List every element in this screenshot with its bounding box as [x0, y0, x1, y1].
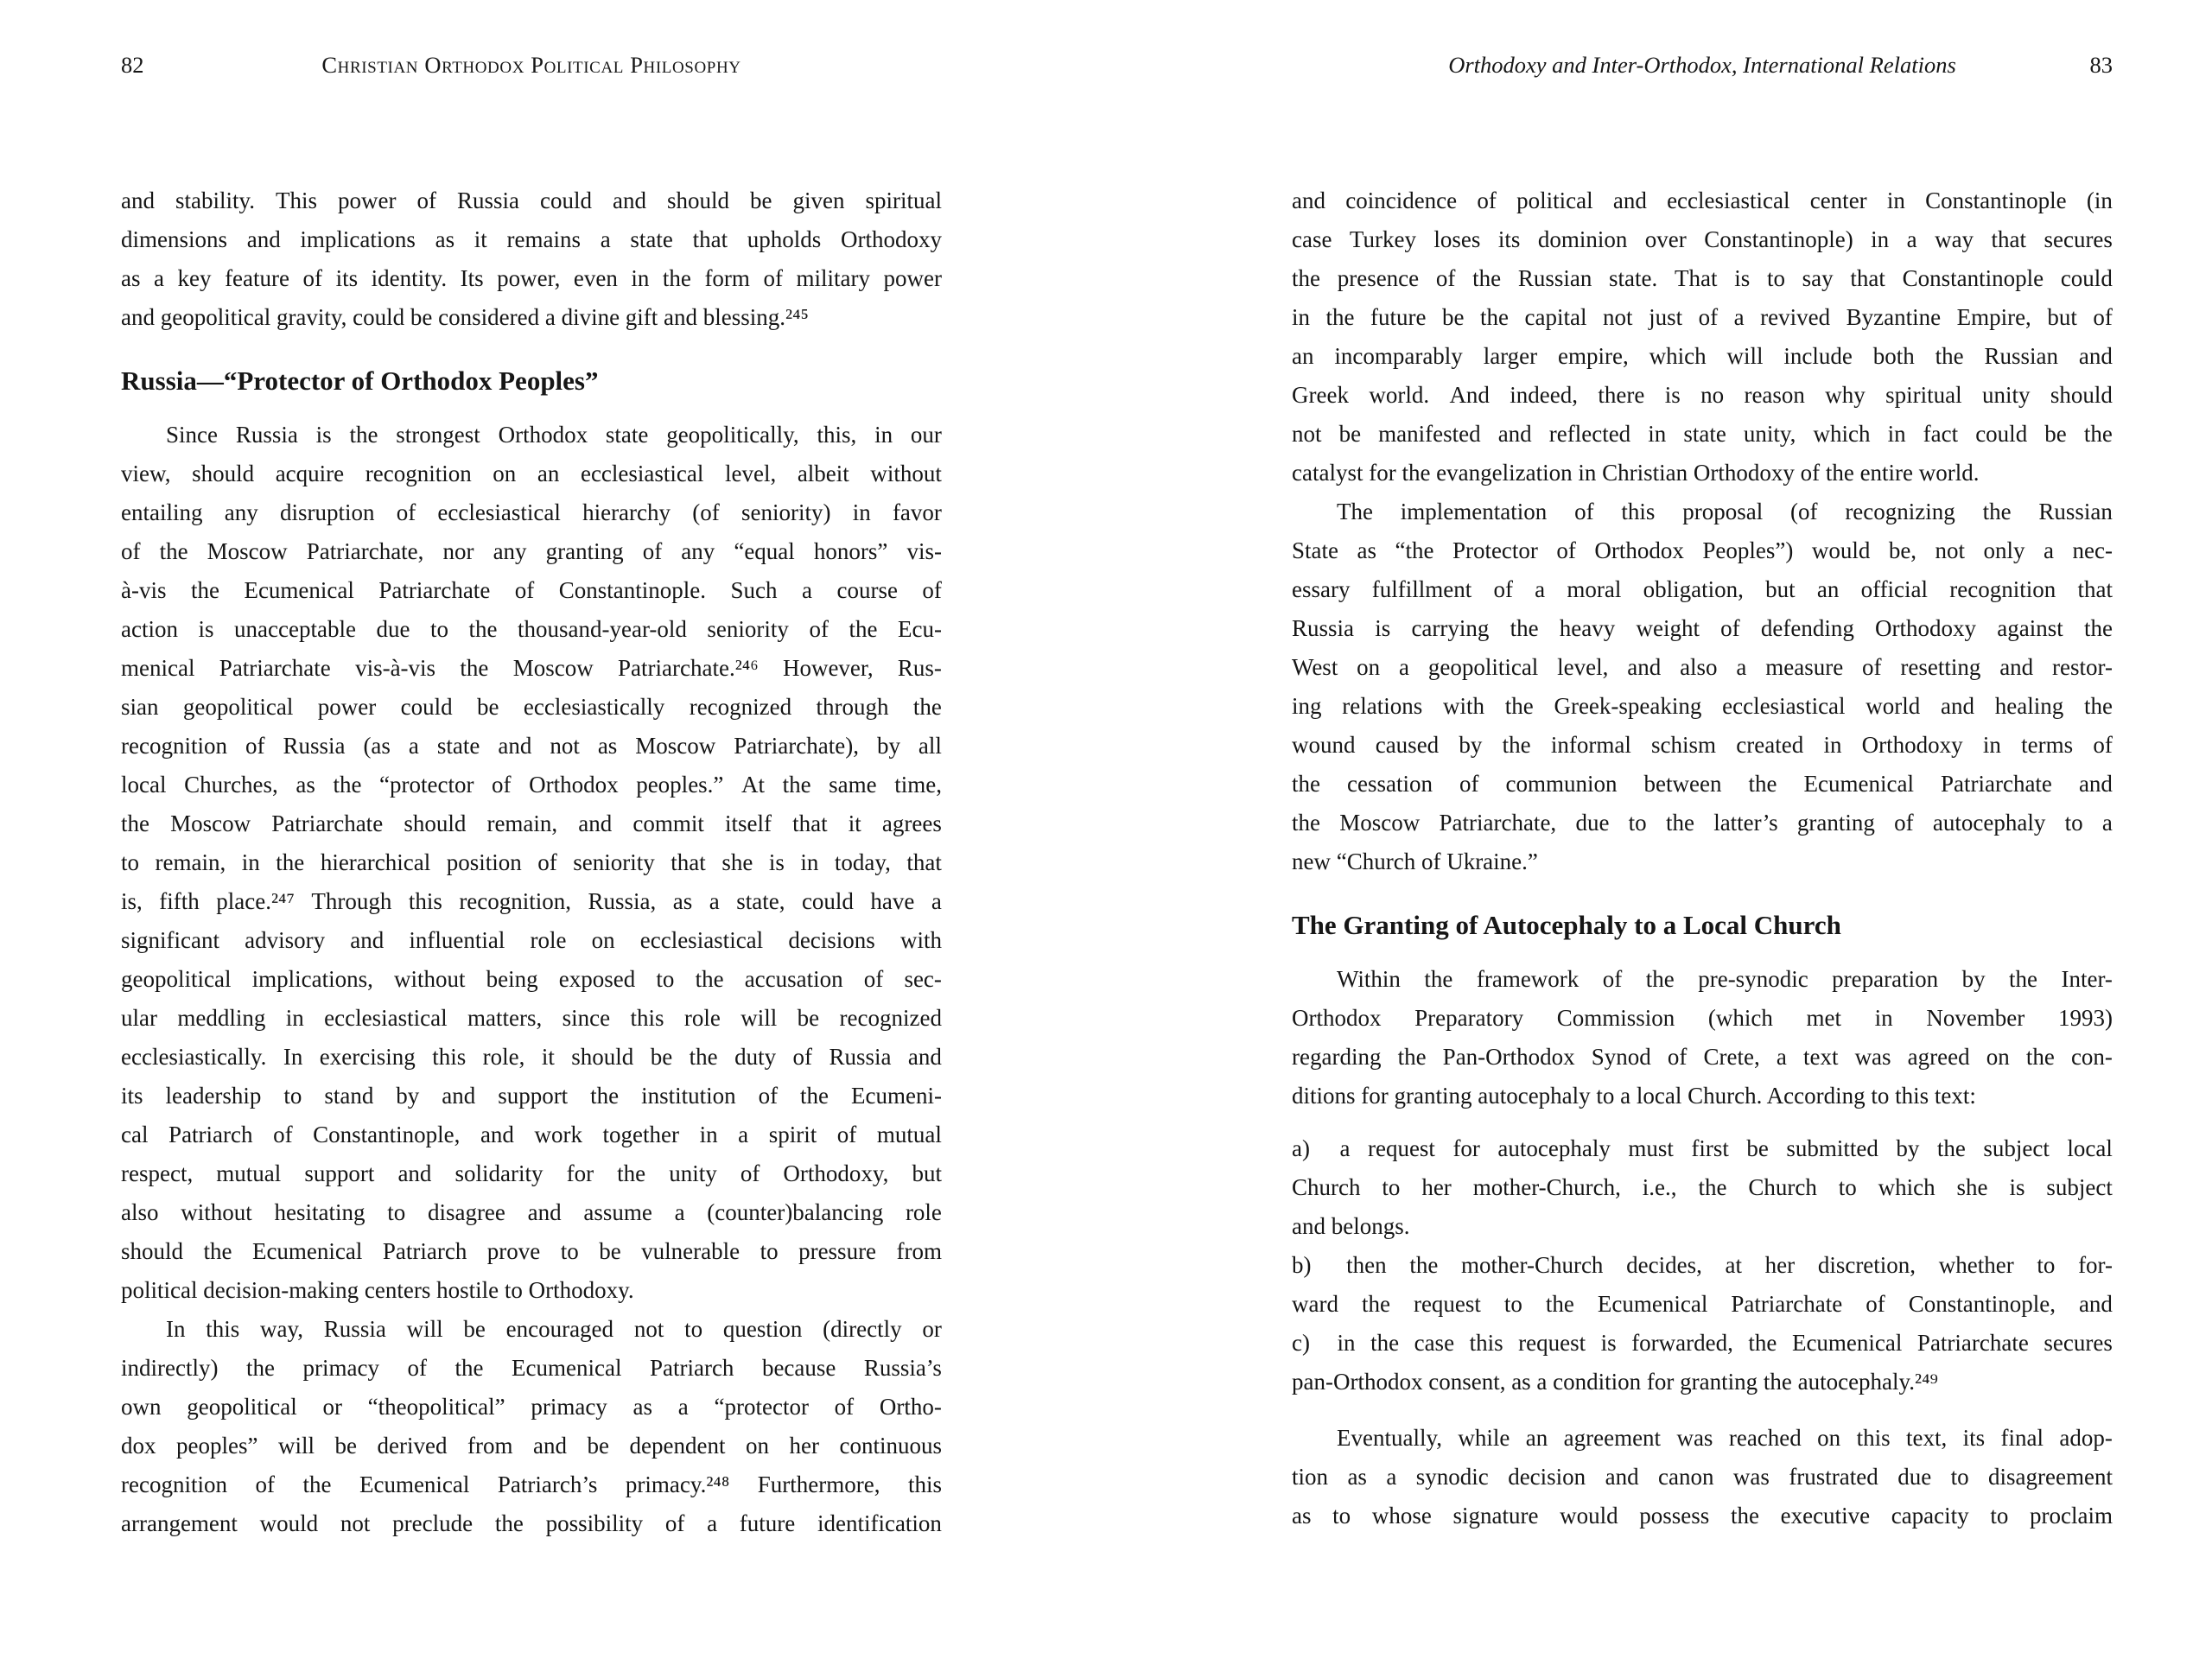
text-line: dox peoples” will be derived from and be dependent on her continuous — [121, 1433, 942, 1459]
text-line: in the future be the capital not just of a revived Byzantine Empire, but of — [1292, 304, 2113, 330]
running-head-left — [121, 50, 942, 79]
page-83 — [1292, 0, 2113, 1659]
text-line: own geopolitical or “theopolitical” primacy as a “protector of Ortho- — [121, 1394, 942, 1420]
text-line: geopolitical implications, without being exposed to the accusation of sec- — [121, 966, 942, 992]
text-line: sian geopolitical power could be ecclesiastically recognized through the — [121, 694, 942, 720]
text-line: also without hesitating to disagree and assume a (counter)balancing role — [121, 1199, 942, 1225]
section-heading: Russia—“Protector of Orthodox Peoples” — [121, 365, 599, 396]
list-item-a — [1292, 1129, 2113, 1246]
text-line: should the Ecumenical Patriarch prove to be vulnerable to pressure from — [121, 1238, 942, 1264]
text-line: political decision-making centers hostile to Orthodoxy. — [121, 1277, 634, 1303]
section-heading: The Granting of Autocephaly to a Local Church — [1292, 910, 1841, 940]
page-body-right — [1292, 181, 2113, 1535]
text-line: Orthodox Preparatory Commission (which met in November 1993) — [1292, 1005, 2113, 1031]
text-line: wound caused by the informal schism created in Orthodoxy in terms of — [1292, 732, 2113, 758]
text-line: ditions for granting autocephaly to a local Church. According to this text: — [1292, 1083, 1976, 1109]
list-item-c — [1292, 1324, 2113, 1402]
text-line: the Moscow Patriarchate should remain, and commit itself that it agrees — [121, 810, 942, 836]
list-label: a) — [1292, 1135, 1310, 1161]
text-line: and geopolitical gravity, could be considered a divine gift and blessing.²⁴⁵ — [121, 304, 809, 330]
text-line: new “Church of Ukraine.” — [1292, 849, 1538, 874]
text-line: and belongs. — [1292, 1213, 1410, 1239]
text-line: c) in the case this request is forwarded, the Ecumenical Patriarchate secures — [1292, 1324, 2113, 1363]
text-line: ward the request to the Ecumenical Patriarchate of Constantinople, and — [1292, 1291, 2113, 1317]
text-line: respect, mutual support and solidarity for the unity of Orthodoxy, but — [121, 1160, 942, 1186]
text-line: case Turkey loses its dominion over Constantinople) in a way that secures — [1292, 226, 2113, 252]
text-line: to remain, in the hierarchical position of seniority that she is in today, that — [121, 849, 942, 875]
text-line: of the Moscow Patriarchate, nor any granting of any “equal honors” vis- — [121, 538, 942, 564]
paragraph — [1292, 493, 2113, 881]
text-line: as to whose signature would possess the executive capacity to proclaim — [1292, 1503, 2113, 1529]
text-line: dimensions and implications as it remains a state that upholds Orthodoxy — [121, 226, 942, 252]
text-line: tion as a synodic decision and canon was frustrated due to disagreement — [1292, 1464, 2113, 1490]
text-line: West on a geopolitical level, and also a measure of resetting and restor- — [1292, 654, 2113, 680]
text-line: cal Patriarch of Constantinople, and work together in a spirit of mutual — [121, 1122, 942, 1147]
text-line: and coincidence of political and ecclesiastical center in Constantinople (in — [1292, 188, 2113, 213]
page-82 — [121, 0, 942, 1659]
text-line: Since Russia is the strongest Orthodox state geopolitically, this, in our — [166, 422, 942, 448]
text-line: ing relations with the Greek-speaking ecclesiastical world and healing the — [1292, 693, 2113, 719]
paragraph — [121, 1310, 942, 1543]
text-line: Within the framework of the pre-synodic preparation by the Inter- — [1337, 966, 2113, 992]
text-line: The implementation of this proposal (of recognizing the Russian — [1337, 499, 2113, 524]
text-line: is, fifth place.²⁴⁷ Through this recognition, Russia, as a state, could have a — [121, 888, 942, 914]
text-line: the presence of the Russian state. That is to say that Constantinople could — [1292, 265, 2113, 291]
text-line: regarding the Pan-Orthodox Synod of Crete, a text was agreed on the con- — [1292, 1044, 2113, 1070]
list-item-b — [1292, 1246, 2113, 1324]
text-line: an incomparably larger empire, which will include both the Russian and — [1292, 343, 2113, 369]
running-head-right — [1292, 50, 2113, 79]
paragraph — [121, 416, 942, 1310]
text-line: Eventually, while an agreement was reached on this text, its final adop- — [1337, 1425, 2113, 1451]
text-line: Russia is carrying the heavy weight of defending Orthodoxy against the — [1292, 615, 2113, 641]
page-body-left — [121, 181, 942, 1543]
paragraph — [1292, 960, 2113, 1116]
page-number-right: 83 — [2089, 52, 2113, 78]
text-line: local Churches, as the “protector of Orthodox peoples.” At the same time, — [121, 772, 942, 798]
list-label: b) — [1292, 1252, 1312, 1278]
paragraph — [121, 181, 942, 337]
paragraph — [1292, 181, 2113, 493]
text-line: à-vis the Ecumenical Patriarchate of Constantinople. Such a course of — [121, 577, 942, 603]
text-line: entailing any disruption of ecclesiastical hierarchy (of seniority) in favor — [121, 499, 942, 525]
text-line: significant advisory and influential role on ecclesiastical decisions with — [121, 927, 942, 953]
text-line: ular meddling in ecclesiastical matters, since this role will be recognized — [121, 1005, 942, 1031]
page-number-left: 82 — [121, 52, 144, 78]
text-line: ecclesiastically. In exercising this role, it should be the duty of Russia and — [121, 1044, 942, 1070]
text-line: the cessation of communion between the Ecumenical Patriarchate and — [1292, 771, 2113, 797]
text-line: In this way, Russia will be encouraged not to question (directly or — [166, 1316, 942, 1342]
text-line: the Moscow Patriarchate, due to the latter’s granting of autocephaly to a — [1292, 810, 2113, 836]
text-line: arrangement would not preclude the possibility of a future identification — [121, 1510, 942, 1536]
text-line: action is unacceptable due to the thousand-year-old seniority of the Ecu- — [121, 616, 942, 642]
text-line: essary fulfillment of a moral obligation, but an official recognition that — [1292, 576, 2113, 602]
text-line: recognition of Russia (as a state and not as Moscow Patriarchate), by all — [121, 733, 942, 759]
text-line: its leadership to stand by and support the institution of the Ecumeni- — [121, 1083, 942, 1109]
text-line: Church to her mother-Church, i.e., the Church to which she is subject — [1292, 1174, 2113, 1200]
text-line: catalyst for the evangelization in Christian Orthodoxy of the entire world. — [1292, 460, 1980, 486]
text-line: pan-Orthodox consent, as a condition for granting the autocephaly.²⁴⁹ — [1292, 1369, 1938, 1395]
list-label: c) — [1292, 1330, 1310, 1356]
text-line: a) a request for autocephaly must first be submitted by the subject local — [1292, 1129, 2113, 1168]
text-line: indirectly) the primacy of the Ecumenical Patriarch because Russia’s — [121, 1355, 942, 1381]
text-line: Greek world. And indeed, there is no reason why spiritual unity should — [1292, 382, 2113, 408]
text-line: view, should acquire recognition on an ecclesiastical level, albeit without — [121, 461, 942, 486]
text-line: not be manifested and reflected in state unity, which in fact could be the — [1292, 421, 2113, 447]
running-header-right: Orthodoxy and Inter-Orthodox, International Relations — [1448, 52, 1956, 78]
text-line: b) then the mother-Church decides, at her discretion, whether to for- — [1292, 1246, 2113, 1285]
paragraph — [1292, 1419, 2113, 1535]
text-line: and stability. This power of Russia could and should be given spiritual — [121, 188, 942, 213]
text-line: as a key feature of its identity. Its power, even in the form of military power — [121, 265, 942, 291]
running-header-left: Christian Orthodox Political Philosophy — [321, 52, 741, 78]
text-line: menical Patriarchate vis-à-vis the Moscow Patriarchate.²⁴⁶ However, Rus- — [121, 655, 942, 681]
text-line: State as “the Protector of Orthodox Peoples”) would be, not only a nec- — [1292, 537, 2113, 563]
text-line: recognition of the Ecumenical Patriarch’s primacy.²⁴⁸ Furthermore, this — [121, 1471, 942, 1497]
